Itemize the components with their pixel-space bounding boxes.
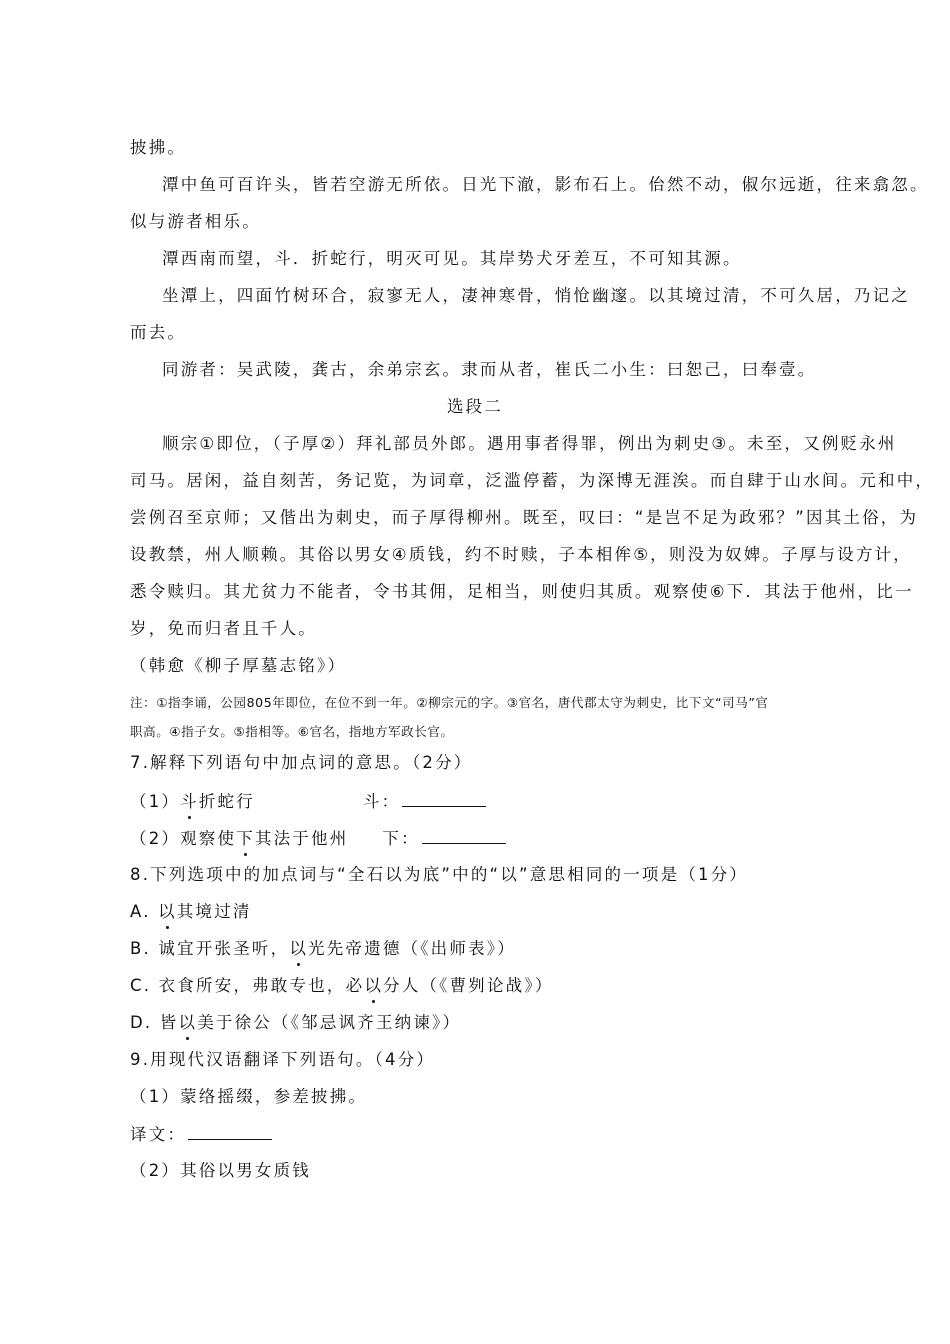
passage2-line4: 设教禁，州人顺赖。其俗以男女④质钱，约不时赎，子本相侔⑤，则没为奴婢。子厚与设方计， [130,545,912,564]
question8-option-a[interactable] [130,901,830,923]
q8-option-d-label: D. 皆 [130,1013,179,1032]
q7-item2-label: 下： [382,829,420,848]
passage1-para2-line1: 潭中鱼可百许头，皆若空游无所依。日光下澈，影布石上。佁然不动，俶尔远逝，往来翕忽。 [162,175,929,194]
section2-title: 选段二 [446,397,504,416]
passage2-line1: 顺宗①即位，（子厚②）拜礼部员外郎。遇用事者得罪，例出为刺史③。未至，又例贬永州 [162,434,897,453]
passage2-source: （韩愈《柳子厚墓志铭》） [130,656,347,675]
q7-item1-answer-blank[interactable] [402,790,486,807]
footnote-line2: 职高。④指子女。⑤指相等。⑥官名，指地方军政长官。 [130,724,454,739]
passage2-line5: 悉令赎归。其尤贫力不能者，令书其佣，足相当，则使归其质。观察使⑥下．其法于他州，比一 [130,582,914,601]
passage2-line3: 尝例召至京师；又偕出为刺史，而子厚得柳州。既至，叹曰：“是岂不足为政邪？”因其土俗，为 [130,508,919,527]
question9-translation-row [130,1123,830,1146]
q7-item2-prefix: （2）观察使 [130,829,237,848]
passage1-para2-line2: 似与游者相乐。 [130,212,261,231]
q7-item2-dotted-word: 下 [236,829,255,848]
question8-option-c[interactable] [130,975,830,997]
q8-option-c-dotted-word: 以 [364,976,384,995]
q8-option-a-dotted-word: 以 [158,902,177,921]
q8-option-c-text: 分人（《曹刿论战》） [383,976,554,995]
q9-translation-blank[interactable] [188,1123,272,1140]
question7-title: 7.解释下列语句中加点词的意思。（2分） [130,753,473,772]
q7-item2-answer-blank[interactable] [422,827,506,844]
question8-title: 8.下列选项中的加点词与“全石以为底”中的“以”意思相同的一项是（1分） [130,865,749,884]
footnote-line1: 注：①指李诵，公园805年即位，在位不到一年。②柳宗元的字。③官名，唐代郡太守为刺史，比下文“司马”官 [130,695,769,710]
q7-item1-rest: 折蛇行 [198,792,255,811]
q8-option-b-text: 光先帝遗德（《出师表》） [308,939,516,958]
question8-option-d[interactable] [130,1012,830,1034]
question7-item1 [130,790,830,813]
q9-translation-label: 译文： [130,1125,187,1144]
question9-item2: （2）其俗以男女质钱 [130,1161,311,1180]
q7-item1-prefix: （1） [130,792,181,811]
q8-option-d-dotted-word: 以 [178,1013,198,1032]
question9-title: 9.用现代汉语翻译下列语句。（4分） [130,1050,436,1069]
question8-option-b[interactable] [130,938,830,960]
q8-option-c-label: C. 衣食所安，弗敢专也，必 [130,976,365,995]
question7-item2 [130,827,830,850]
q7-item1-label: 斗： [362,792,401,811]
q7-item1-dotted-word: 斗 [180,792,199,811]
passage1-para4-line2: 而去。 [130,323,187,342]
q8-option-d-text: 美于徐公（《邹忌讽齐王纳谏》） [197,1013,462,1032]
q7-item2-rest: 其法于他州 [254,829,349,848]
q8-option-a-label: A. [130,902,159,921]
passage1-para4-line1: 坐潭上，四面竹树环合，寂寥无人，凄神寒骨，悄怆幽邃。以其境过清，不可久居，乃记之 [162,286,910,305]
passage2-line2: 司马。居闲，益自刻苦，务记览，为词章，泛滥停蓄，为深博无涯涘。而自肆于山水间。元和中， [130,471,935,490]
q8-option-b-label: B. 诚宜开张圣听， [130,939,290,958]
passage1-para5: 同游者：吴武陵，龚古，余弟宗玄。隶而从者，崔氏二小生：曰恕己，曰奉壹。 [162,360,817,379]
q8-option-b-dotted-word: 以 [289,939,309,958]
passage1-para3: 潭西南而望，斗．折蛇行，明灭可见。其岸势犬牙差互，不可知其源。 [162,249,742,268]
passage2-line6: 岁，免而归者且千人。 [130,619,317,638]
passage1-tail: 披拂。 [130,138,187,157]
q8-option-a-text: 其境过清 [176,902,252,921]
question9-item1: （1）蒙络摇缀，参差披拂。 [130,1087,368,1106]
